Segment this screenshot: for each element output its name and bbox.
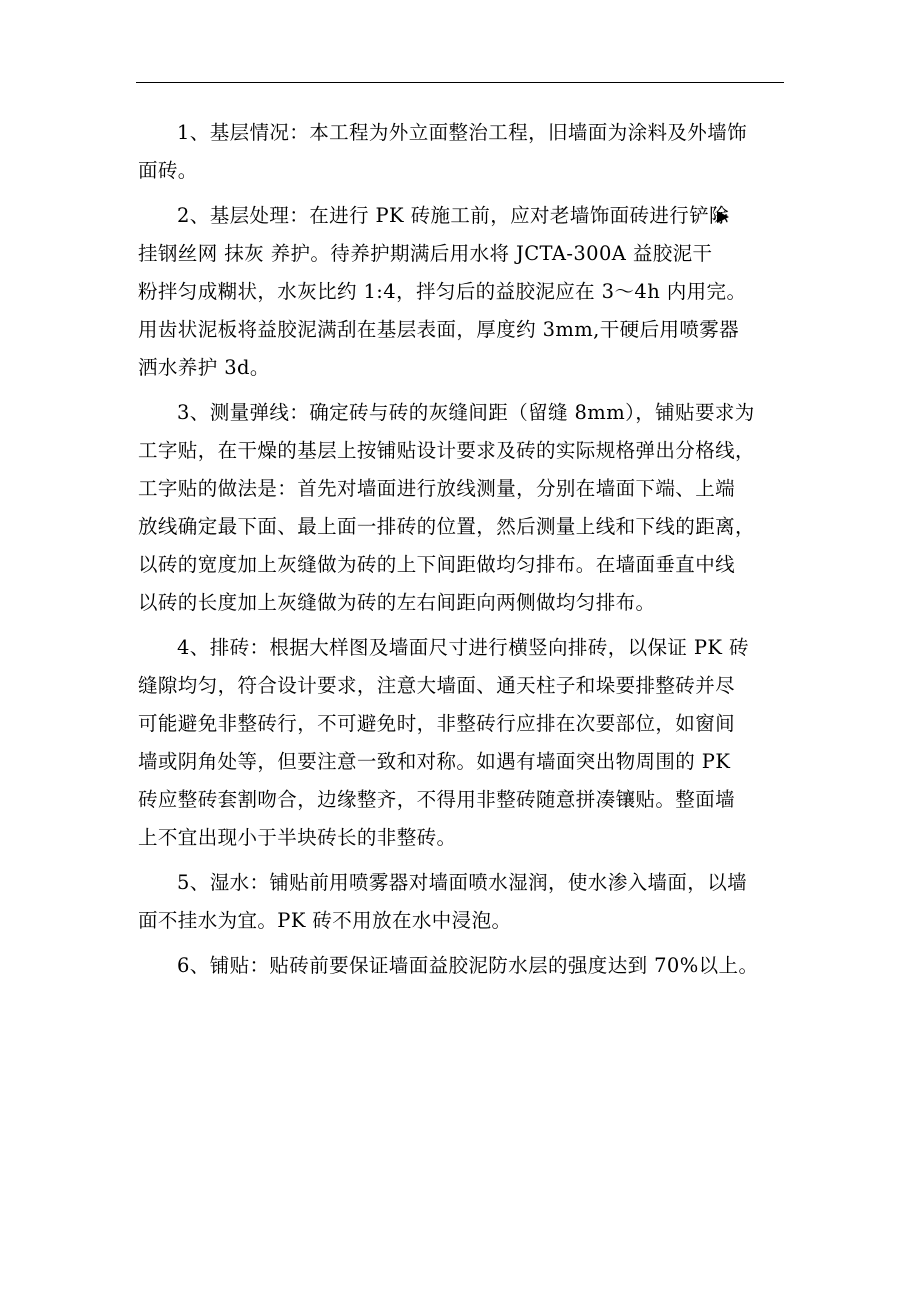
paragraph-wetting (138, 864, 783, 940)
paragraph-line: 用齿状泥板将益胶泥满刮在基层表面，厚度约 3mm,干硬后用喷雾器 (138, 318, 740, 341)
paragraph-line: 砖应整砖套割吻合，边缘整齐，不得用非整砖随意拼凑镶贴。整面墙 (138, 788, 736, 811)
paragraph-line: 粉拌匀成糊状，水灰比约 1:4，拌匀后的益胶泥应在 3～4h 内用完。 (138, 280, 747, 303)
paragraph-tile-layout (138, 629, 783, 857)
line-text: 2、基层处理：在进行 PK 砖施工前，应对老墙饰面砖进行铲除 (177, 204, 729, 227)
paragraph-base-condition (138, 114, 783, 190)
paragraph-base-treatment (138, 197, 783, 387)
paragraph-line: 以砖的长度加上灰缝做为砖的左右间距向两侧做均匀排布。 (138, 591, 656, 614)
document-body (138, 114, 783, 992)
paragraph-line: 放线确定最下面、最上面一排砖的位置，然后测量上线和下线的距离， (138, 515, 755, 538)
paragraph-line: 工字贴，在干燥的基层上按铺贴设计要求及砖的实际规格弹出分格线， (138, 439, 755, 462)
paragraph-line: 4、排砖：根据大样图及墙面尺寸进行横竖向排砖，以保证 PK 砖 (177, 636, 749, 659)
header-rule (136, 82, 784, 83)
paragraph-line: 1、基层情况：本工程为外立面整治工程，旧墙面为涂料及外墙饰 (177, 121, 748, 144)
paragraph-line (138, 197, 783, 235)
line-text: 挂钢丝网 抹灰 养护。待养护期满后用水将 JCTA-300A 益胶泥干 (138, 242, 713, 265)
paragraph-line: 6、铺贴：贴砖前要保证墙面益胶泥防水层的强度达到 70%以上。 (177, 954, 759, 977)
paragraph-line: 以砖的宽度加上灰缝做为砖的上下间距做均匀排布。在墙面垂直中线 (138, 553, 736, 576)
paragraph-line: 墙或阴角处等，但要注意一致和对称。如遇有墙面突出物周围的 PK (138, 750, 731, 773)
paragraph-line: 3、测量弹线：确定砖与砖的灰缝间距（留缝 8mm），铺贴要求为 (177, 401, 755, 424)
paragraph-line: 面砖。 (138, 159, 198, 182)
paragraph-tiling (138, 947, 783, 985)
paragraph-measure-lines (138, 394, 783, 622)
paragraph-line: 5、湿水：铺贴前用喷雾器对墙面喷水湿润，使水渗入墙面，以墙 (177, 871, 748, 894)
paragraph-line: 缝隙均匀，符合设计要求，注意大墙面、通天柱子和垛要排整砖并尽 (138, 674, 736, 697)
paragraph-line-with-arrows (138, 235, 783, 273)
paragraph-line: 可能避免非整砖行，不可避免时，非整砖行应排在次要部位，如窗间 (138, 712, 736, 735)
paragraph-line: 洒水养护 3d。 (138, 356, 270, 379)
paragraph-line: 面不挂水为宜。PK 砖不用放在水中浸泡。 (138, 909, 512, 932)
paragraph-line: 上不宜出现小于半块砖长的非整砖。 (138, 826, 457, 849)
paragraph-line: 工字贴的做法是：首先对墙面进行放线测量，分别在墙面下端、上端 (138, 477, 736, 500)
